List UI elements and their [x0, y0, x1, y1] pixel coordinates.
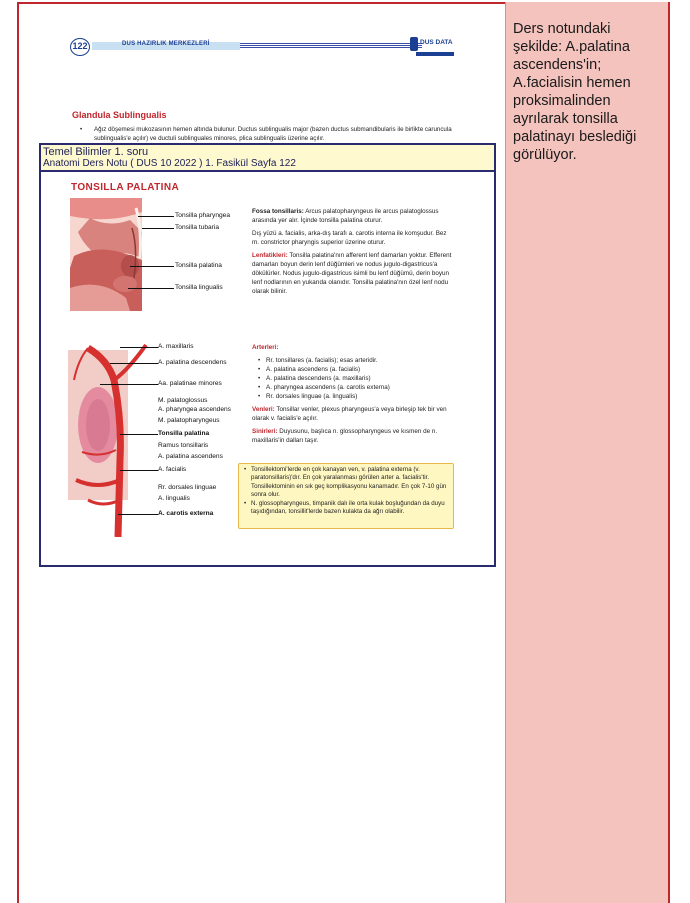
sinir-paragraph	[252, 427, 454, 445]
list-item: • Rr. dorsales linguae (a. lingualis)	[266, 392, 454, 401]
fossa-text: Arcus palatopharyngeus ile arcus palatoglossus arasında yer alır. İçinde tonsilla palatina oturur.	[252, 208, 439, 224]
book-header	[70, 37, 455, 59]
fig2-label-8: A. palatina ascendens	[158, 453, 223, 460]
fig1-label-palatina: Tonsilla palatina	[175, 262, 222, 269]
question-title: Temel Bilimler 1. soru	[43, 146, 149, 158]
sagittal-section-figure	[70, 198, 180, 311]
fig2-label-1: A. palatina descendens	[158, 359, 227, 366]
leader-line	[120, 470, 158, 471]
lenf-paragraph	[252, 251, 454, 296]
leader-line	[118, 514, 158, 515]
fig2-label-9: A. facialis	[158, 466, 187, 473]
leader-line	[100, 384, 158, 385]
fig1-label-pharyngea: Tonsilla pharyngea	[175, 212, 230, 219]
leader-line	[120, 347, 158, 348]
tonsilla-description	[252, 207, 454, 300]
ven-text: Tonsillar venler, plexus pharyngeus'a veya birleşip tek bir ven olarak v. facialis'e açılır.	[252, 406, 447, 422]
sinir-text: Duyusunu, başlıca n. glossopharyngeus ve kısmen de n. maxillaris'in dalları taşır.	[252, 428, 438, 444]
fig2-label-11: A. lingualis	[158, 495, 190, 502]
ven-label: Venleri:	[252, 406, 275, 413]
fig1-label-lingualis: Tonsilla lingualis	[175, 284, 223, 291]
leader-line	[138, 216, 174, 217]
leader-line	[142, 228, 174, 229]
header-title: DUS HAZIRLIK MERKEZLERİ	[122, 41, 210, 47]
section-title-glandula: Glandula Sublingualis	[72, 110, 167, 120]
fig1-label-tubaria: Tonsilla tubaria	[175, 224, 219, 231]
lenf-label: Lenfatikleri:	[252, 252, 288, 259]
logo-mark-icon	[410, 37, 418, 51]
glandula-bullet-text: Ağız döşemesi mukozasının hemen altında bulunur. Ductus sublingualis major (bazen ductus submandibularis ile birlikte caruncula sublingualis'e açılır) ve ductuli sublinguales minores, plica sublingualis üzerine açılır.	[94, 126, 452, 142]
bullet-icon: •	[80, 126, 83, 133]
tonsilla-title: TONSILLA PALATINA	[71, 182, 180, 193]
list-item: • A. palatina descendens (a. maxillaris)	[266, 374, 454, 383]
arterial-supply-figure	[68, 340, 148, 537]
glandula-bullet	[80, 125, 455, 143]
fig2-label-12: A. carotis externa	[158, 510, 214, 517]
list-item: • Rr. tonsillares (a. facialis); esas arteridir.	[266, 356, 454, 365]
fossa-paragraph	[252, 207, 454, 225]
clinical-note-box	[238, 463, 454, 529]
leader-line	[120, 434, 158, 435]
fig2-label-5: M. palatopharyngeus	[158, 417, 220, 424]
fig2-label-4: A. pharyngea ascendens	[158, 406, 231, 413]
note-item: • N. glossopharyngeus, timpanik dalı ile orta kulak boşluğundan da duyu taşıdığından, tonsillit'lerde bazen kulakta da ağrı olabilir.	[251, 500, 449, 517]
logo-underline	[416, 52, 454, 56]
question-source: Anatomi Ders Notu ( DUS 10 2022 ) 1. Fasikül Sayfa 122	[43, 158, 296, 169]
leader-line	[110, 363, 158, 364]
sagittal-illustration	[70, 198, 180, 311]
lenf-text: Tonsilla palatina'nın afferent lenf damarları yoktur. Efferent damarları boyun derin lenf düğümleri ve nodus jugulo-digastricus'a dökülürler. Nodus jugulo-digastricus isimli bu lenf düğümü, derin boyun lenf nodlarının en yukarıda olanıdır. Tonsilla palatina'nın özel lenf nodu olarak bilinir.	[252, 252, 452, 295]
leader-line	[128, 288, 174, 289]
sinir-label: Sinirleri:	[252, 428, 278, 435]
page-number-badge: 122	[70, 38, 90, 56]
ven-paragraph	[252, 405, 454, 423]
fig2-label-3: M. palatoglossus	[158, 397, 208, 404]
publisher-logo	[410, 37, 454, 57]
note-item: • Tonsillektomi'lerde en çok kanayan ven, v. palatina externa (v. paratonsillaris)'dır. En çok yaralanması görülen arter a. facialis'tir. Tonsillektominin en sık geç komplikasyonu kanamadır. En çok 7-10 gün sonra olur.	[251, 466, 449, 499]
question-header	[41, 145, 494, 172]
artery-list	[252, 356, 454, 401]
side-note-text: Ders notundaki şekilde: A.palatina ascendens'in; A.facialisin hemen proksimalinden ayrılarak tonsilla palatinayı beslediği görülüyor.	[513, 21, 637, 163]
fig2-label-2: Aa. palatinae minores	[158, 380, 222, 387]
arter-label: Arterleri:	[252, 344, 279, 351]
dis-yuzu-paragraph: Dış yüzü a. facialis, arka-dış tarafı a. carotis interna ile komşudur. Bez m. constrictor pharyngis superior üzerine oturur.	[252, 230, 447, 246]
leader-line	[130, 266, 174, 267]
fig2-label-7: Ramus tonsillaris	[158, 442, 209, 449]
list-item: • A. palatina ascendens (a. facialis)	[266, 365, 454, 374]
header-rules	[240, 43, 422, 49]
fig2-label-6: Tonsilla palatina	[158, 430, 210, 437]
logo-text: DUS DATA	[420, 39, 453, 46]
fig2-label-0: A. maxillaris	[158, 343, 194, 350]
fig2-label-10: Rr. dorsales linguae	[158, 484, 217, 491]
fossa-label: Fossa tonsillaris:	[252, 208, 304, 215]
tonsilla-vessels	[252, 343, 454, 449]
list-item: • A. pharyngea ascendens (a. carotis externa)	[266, 383, 454, 392]
artery-illustration	[68, 340, 148, 537]
